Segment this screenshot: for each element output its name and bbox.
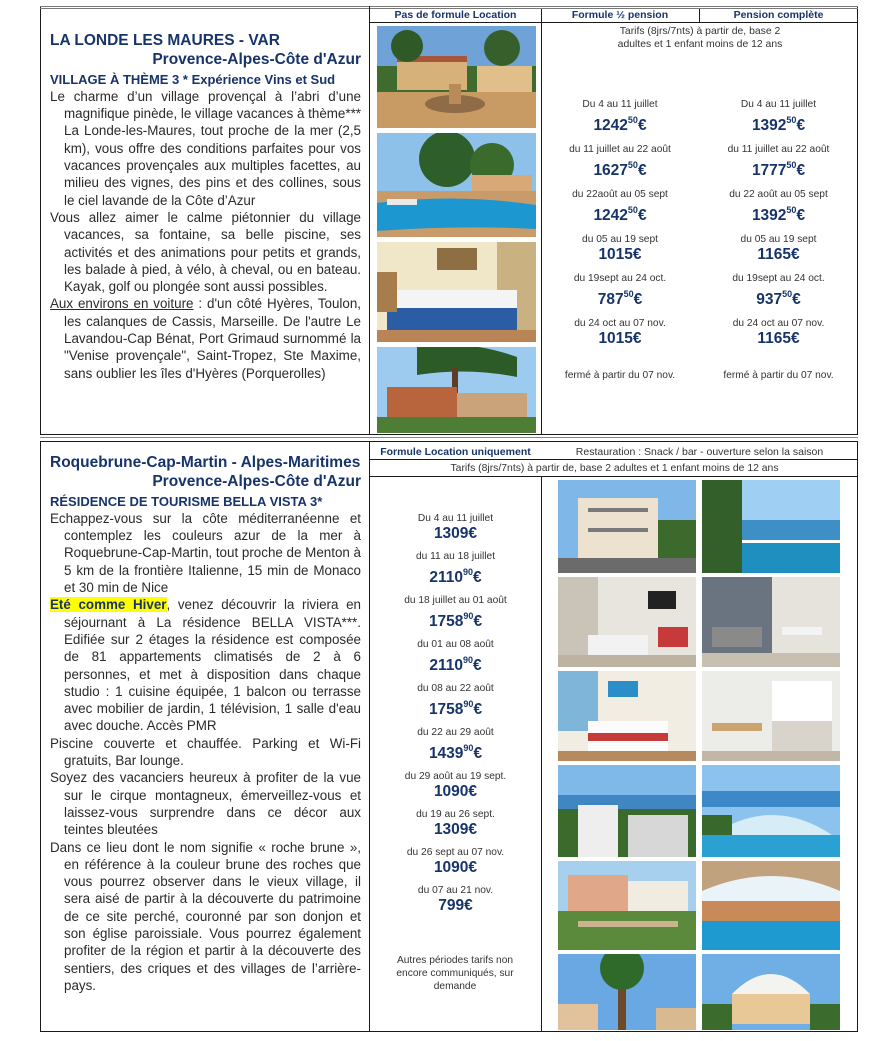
tarifs-note: Tarifs (8jrs/7nts) à partir de, base 2 adultes et 1 enfant moins de 12 ans <box>450 463 779 474</box>
photo-dining-area <box>702 577 840 667</box>
description-paragraph: Le charme d’un village provençal à l’abri d’une magnifique pinède, le village vacances à thème*** La Londe-les-Maures, tout proche de la mer (2,5 km), vous offre des conditions parfaites pour vos vacances provençales aux multiples facettes, au milieu des vignes, des pins et des collines, sous le ciel lavande de la Côte d’Azur <box>50 88 362 208</box>
rate-period: du 19 au 26 sept. <box>416 809 495 820</box>
price-main: 1090€ <box>433 783 478 800</box>
rate-entry <box>699 143 858 188</box>
rental-rates <box>370 512 541 922</box>
rate-period: du 22 août au 05 sept <box>729 189 828 200</box>
rate-entry <box>370 808 541 846</box>
closed-note-half: fermé à partir du 07 nov. <box>564 370 676 381</box>
offer-roquebrune <box>40 442 858 1032</box>
rate-period: du 22août au 05 sept <box>572 189 668 200</box>
price-currency: € <box>473 613 483 630</box>
rate-entry <box>699 98 858 143</box>
price-cents: 90 <box>463 567 474 577</box>
header-half-board: Formule ½ pension <box>541 9 699 23</box>
price-main: 1627 <box>593 162 628 179</box>
rate-price <box>593 156 646 180</box>
rate-entry <box>370 594 541 638</box>
rate-price <box>757 246 799 264</box>
rate-period: Du 4 au 11 juillet <box>582 99 658 110</box>
price-main: 1090€ <box>433 859 478 876</box>
price-cents: 90 <box>463 611 474 621</box>
photo-indoor-pool <box>702 861 840 950</box>
rate-price <box>429 695 482 719</box>
rate-price <box>752 111 805 135</box>
description-paragraph: Dans ce lieu dont le nom signifie « roche brune », en référence à la couleur brune des roches que vous pourrez observer dans le vieux village, il sera aisé de partir à la découverte du patrimoine de ce site perché, couronné par son donjon et son église paroissiale. Vous pourrez également profiter de la région et partir à la découverte des sentiers, des criques et des villages de l’arrière-pays. <box>50 839 361 993</box>
price-currency: € <box>473 657 482 674</box>
rate-price <box>429 563 481 587</box>
price-main: 1439 <box>428 745 464 762</box>
price-currency: € <box>633 291 643 308</box>
rate-entry <box>370 884 541 922</box>
photo-bedroom-suite <box>558 671 696 761</box>
rate-period: du 24 oct au 07 nov. <box>732 318 825 329</box>
rate-entry <box>699 272 858 317</box>
row-divider <box>370 476 858 477</box>
price-cents: 90 <box>463 743 474 753</box>
rate-entry <box>541 233 699 272</box>
tarifs-note: Tarifs (8jrs/7nts) à partir de, base 2 adultes et 1 enfant moins de 12 ans <box>617 26 783 50</box>
rate-price <box>429 607 482 631</box>
rate-entry <box>370 846 541 884</box>
rate-period: du 26 sept au 07 nov. <box>406 847 505 858</box>
rate-entry <box>541 272 699 317</box>
rate-entry <box>370 682 541 726</box>
rate-period: du 11 juillet au 22 août <box>727 144 830 155</box>
rate-price <box>593 201 646 225</box>
rate-period: du 07 au 21 nov. <box>417 885 494 896</box>
price-currency: € <box>796 207 806 224</box>
rate-period: du 08 au 22 août <box>417 683 494 694</box>
price-cents: 90 <box>463 699 474 709</box>
rate-entry <box>370 512 541 550</box>
price-cents: 50 <box>786 115 797 125</box>
price-main: 1165€ <box>757 330 800 347</box>
price-main: 1758 <box>428 701 464 718</box>
price-main: 787 <box>597 291 624 308</box>
rate-period: du 18 juillet au 01 août <box>404 595 507 606</box>
photo-residence-exterior <box>558 480 696 573</box>
header-no-formula: Pas de formule Location <box>370 9 541 23</box>
photo-kitchenette <box>702 671 840 761</box>
other-periods-note: Autres périodes tarifs non encore communiqués, sur demande <box>396 955 514 992</box>
surroundings-text: : d'un côté Hyères, Toulon, les calanques de Cassis, Marseille. De l'autre Le Lavandou-Cap Bénat, Port Grimaud surnommé la "Venise provençale", Saint-Tropez, Ste Maxime, sans oublier les îles d'Hyères (Porquerolles) <box>64 296 361 381</box>
photo-garden-house <box>377 347 536 433</box>
photo-dome-building <box>702 954 840 1030</box>
price-cents: 50 <box>627 205 638 215</box>
price-cents: 90 <box>463 655 474 665</box>
rate-price <box>434 525 477 543</box>
description-text: , venez découvrir la riviera en séjournant à La résidence BELLA VISTA***. Edifiée sur 2 étages la résidence est composée de 81 appartements climatisés de 2 à 6 personnes, et met à disposition dans chaque studio : 1 cuisine équipée, 1 balcon ou terrasse avec mobilier de jardin, 1 télévision, 1 salle d'eau avec douche. Accès PMR <box>64 597 361 734</box>
rate-entry <box>699 233 858 272</box>
rate-entry <box>541 317 699 356</box>
rate-entry <box>370 726 541 770</box>
photo-living-room <box>558 577 696 667</box>
rate-period: du 19sept au 24 oct. <box>732 273 825 284</box>
price-main: 1758 <box>428 613 464 630</box>
price-main: 1309€ <box>433 525 478 542</box>
region-title: Provence-Alpes-Côte d'Azur <box>152 473 361 491</box>
price-cents: 50 <box>623 289 634 299</box>
rate-period: du 29 août au 19 sept. <box>404 771 507 782</box>
price-cents: 50 <box>786 205 797 215</box>
price-main: 937 <box>756 291 783 308</box>
price-main: 2110 <box>429 657 463 674</box>
rate-price <box>757 330 799 348</box>
offer-la-londe <box>40 6 858 434</box>
description-paragraph: Piscine couverte et chauffée. Parking et Wi-Fi gratuits, Bar lounge. <box>50 735 361 769</box>
closed-note-full: fermé à partir du 07 nov. <box>723 370 834 381</box>
price-main: 1392 <box>751 117 787 134</box>
rate-entry <box>541 188 699 233</box>
rate-price <box>429 651 481 675</box>
column-divider <box>699 9 700 23</box>
price-currency: € <box>473 701 483 718</box>
rate-period: Du 4 au 11 juillet <box>740 99 817 110</box>
header-restaurant: Restauration : Snack / bar - ouverture selon la saison <box>541 446 858 460</box>
description-column <box>40 442 370 1032</box>
rate-price <box>756 285 801 309</box>
column-divider <box>541 476 542 1032</box>
rate-entry <box>541 143 699 188</box>
header-rental-only: Formule Location uniquement <box>370 446 541 460</box>
rate-price <box>438 897 472 915</box>
rate-period: du 24 oct au 07 nov. <box>574 318 666 329</box>
photo-pool <box>377 133 536 237</box>
price-currency: € <box>796 162 806 179</box>
price-currency: € <box>637 207 647 224</box>
rate-period: du 05 au 19 sept <box>582 234 658 245</box>
surroundings-paragraph <box>50 295 361 381</box>
rate-price <box>429 739 482 763</box>
rate-period: du 19sept au 24 oct. <box>573 273 667 284</box>
price-main: 1242 <box>593 207 628 224</box>
rate-period: du 05 au 19 sept <box>740 234 817 245</box>
description-paragraph: Echappez-vous sur la côte méditerranéenne et contemplez les couleurs azur de la mer à Roquebrune-Cap-Martin, tout proche de Menton à 5 km de la frontière Italienne, 15 min de Monaco et 30 min de Nice <box>50 510 362 596</box>
rate-entry <box>699 188 858 233</box>
price-currency: € <box>637 162 647 179</box>
photo-bedroom <box>377 242 536 342</box>
rate-entry <box>699 317 858 356</box>
description-column <box>40 6 370 434</box>
rate-period: du 11 au 18 juillet <box>415 551 496 562</box>
rate-price <box>434 783 477 801</box>
rate-entry <box>370 770 541 808</box>
photo-balcony-view <box>558 765 696 857</box>
photo-garden-terraces <box>558 861 696 950</box>
price-main: 1777 <box>751 162 787 179</box>
description-paragraph <box>50 596 361 734</box>
price-currency: € <box>637 117 647 134</box>
rate-period: du 11 juillet au 22 août <box>569 144 671 155</box>
rate-period: du 01 au 08 août <box>417 639 494 650</box>
price-main: 2110 <box>429 569 463 586</box>
description-paragraph: Soyez des vacanciers heureux à profiter de la vue sur le cirque montagneux, émerveillez-vous et laissez-vous surprendre dans ce décor aux teintes bleutées <box>50 770 361 838</box>
rate-price <box>752 156 805 180</box>
rate-price <box>598 330 641 348</box>
price-currency: € <box>473 569 482 586</box>
rate-period: Du 4 au 11 juillet <box>417 513 494 524</box>
photo-village-fountain <box>377 26 536 128</box>
village-title: VILLAGE À THÈME 3 * Expérience Vins et Sud <box>50 71 336 87</box>
rate-price <box>434 859 477 877</box>
price-main: 1242 <box>593 117 628 134</box>
photo-pool-dome <box>702 765 840 857</box>
price-cents: 50 <box>786 160 797 170</box>
price-main: 1392 <box>751 207 787 224</box>
photo-palm-tree <box>558 954 696 1030</box>
region-title: Provence-Alpes-Côte d'Azur <box>152 51 361 69</box>
rate-entry <box>370 550 541 594</box>
half-board-rates <box>541 98 699 356</box>
village-title: RÉSIDENCE DE TOURISME BELLA VISTA 3* <box>50 493 323 509</box>
town-title: LA LONDE LES MAURES - VAR <box>50 32 280 49</box>
price-currency: € <box>473 745 483 762</box>
rate-entry <box>541 98 699 143</box>
full-board-rates <box>699 98 858 356</box>
description-paragraph: Vous allez aimer le calme piétonnier du village vacances, sa fontaine, sa belle piscine, ses activités et des animations pour petits et grands, les balade à pied, à vélo, à cheval, ou en bateau. Kayak, golf ou plongée sont aussi possibles. <box>50 209 361 295</box>
rate-price <box>752 201 805 225</box>
price-currency: € <box>796 117 806 134</box>
rate-price <box>434 821 477 839</box>
price-cents: 50 <box>627 160 638 170</box>
surroundings-label: Aux environs en voiture <box>50 296 194 312</box>
rate-price <box>598 285 643 309</box>
price-main: 1165€ <box>757 246 800 263</box>
photo-sea-view-terrace <box>702 480 840 573</box>
section-separator <box>40 434 858 442</box>
rate-price <box>598 246 641 264</box>
rate-entry <box>370 638 541 682</box>
price-main: 1309€ <box>433 821 478 838</box>
rate-price <box>593 111 646 135</box>
price-main: 1015€ <box>598 246 642 263</box>
price-main: 799€ <box>438 897 473 914</box>
price-cents: 50 <box>627 115 638 125</box>
price-cents: 50 <box>782 289 793 299</box>
town-title: Roquebrune-Cap-Martin - Alpes-Maritimes <box>50 454 361 471</box>
rate-period: du 22 au 29 août <box>417 727 494 738</box>
price-main: 1015€ <box>598 330 642 347</box>
highlight-text: Eté comme Hiver <box>50 597 167 613</box>
header-full-board: Pension complète <box>699 9 858 23</box>
price-currency: € <box>792 291 801 308</box>
